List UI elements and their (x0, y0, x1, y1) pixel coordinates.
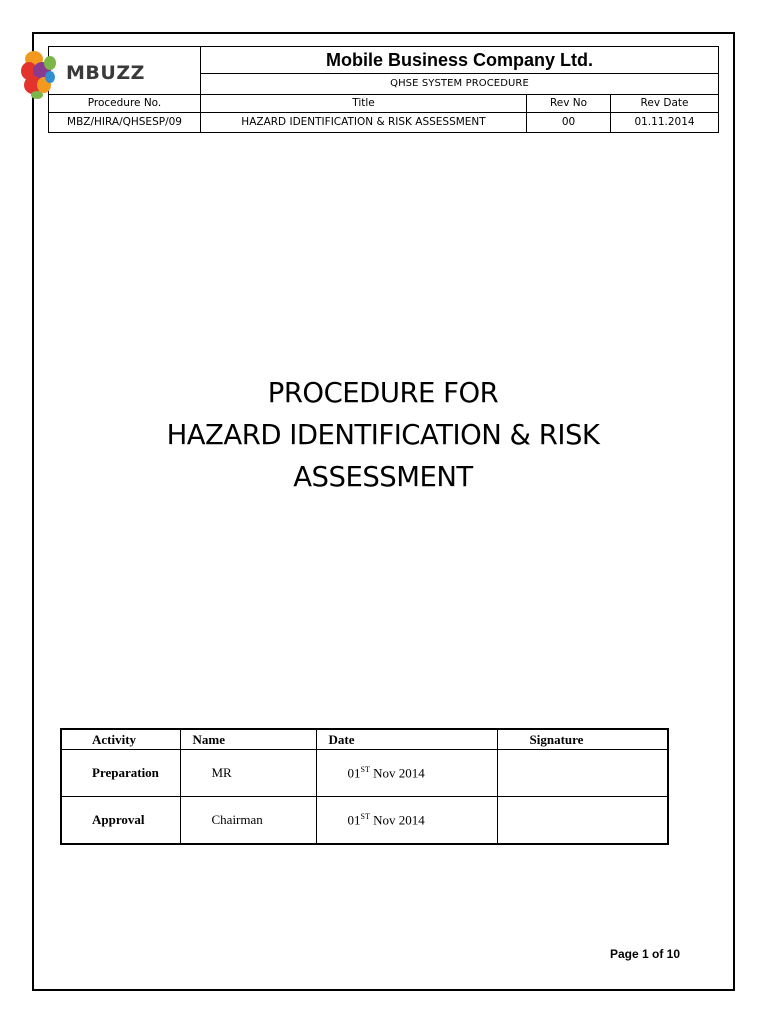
header-col-title: Title (201, 95, 527, 113)
signature-cell (497, 797, 668, 845)
table-row (61, 750, 668, 797)
name-cell: Chairman (180, 797, 316, 845)
table-row (61, 797, 668, 845)
company-name: Mobile Business Company Ltd. (201, 47, 719, 74)
approval-col-signature: Signature (497, 729, 668, 750)
activity-cell: Approval (61, 797, 180, 845)
header-col-rev-date: Rev Date (611, 95, 719, 113)
header-col-procedure-no: Procedure No. (49, 95, 201, 113)
date-suffix: ST (360, 764, 370, 774)
company-logo-mark-icon (20, 49, 60, 101)
activity-cell: Preparation (61, 750, 180, 797)
approval-col-date: Date (316, 729, 497, 750)
date-cell (316, 750, 497, 797)
page-number: Page 1 of 10 (610, 947, 681, 961)
date-cell (316, 797, 497, 845)
page-border (32, 32, 735, 991)
document-title (48, 372, 718, 498)
date-rest: Nov 2014 (369, 812, 425, 828)
revision-number: 00 (527, 113, 611, 133)
header-col-rev-no: Rev No (527, 95, 611, 113)
system-label: QHSE SYSTEM PROCEDURE (201, 74, 719, 95)
procedure-number: MBZ/HIRA/QHSESP/09 (49, 113, 201, 133)
signature-cell (497, 750, 668, 797)
procedure-title: HAZARD IDENTIFICATION & RISK ASSESSMENT (201, 113, 527, 133)
name-cell: MR (180, 750, 316, 797)
approval-col-name: Name (180, 729, 316, 750)
date-suffix: ST (360, 811, 370, 821)
date-day: 01 (347, 812, 361, 828)
title-line-1: PROCEDURE FOR (267, 377, 499, 409)
logo-cell (49, 47, 201, 95)
revision-date: 01.11.2014 (611, 113, 719, 133)
approval-table (60, 728, 669, 845)
document-header-table (48, 46, 719, 133)
date-day: 01 (347, 765, 361, 781)
date-rest: Nov 2014 (369, 765, 425, 781)
title-line-2: HAZARD IDENTIFICATION & RISK (166, 419, 600, 451)
approval-col-activity: Activity (61, 729, 180, 750)
title-line-3: ASSESSMENT (293, 461, 473, 493)
company-logo: MBUZZ (66, 62, 145, 84)
